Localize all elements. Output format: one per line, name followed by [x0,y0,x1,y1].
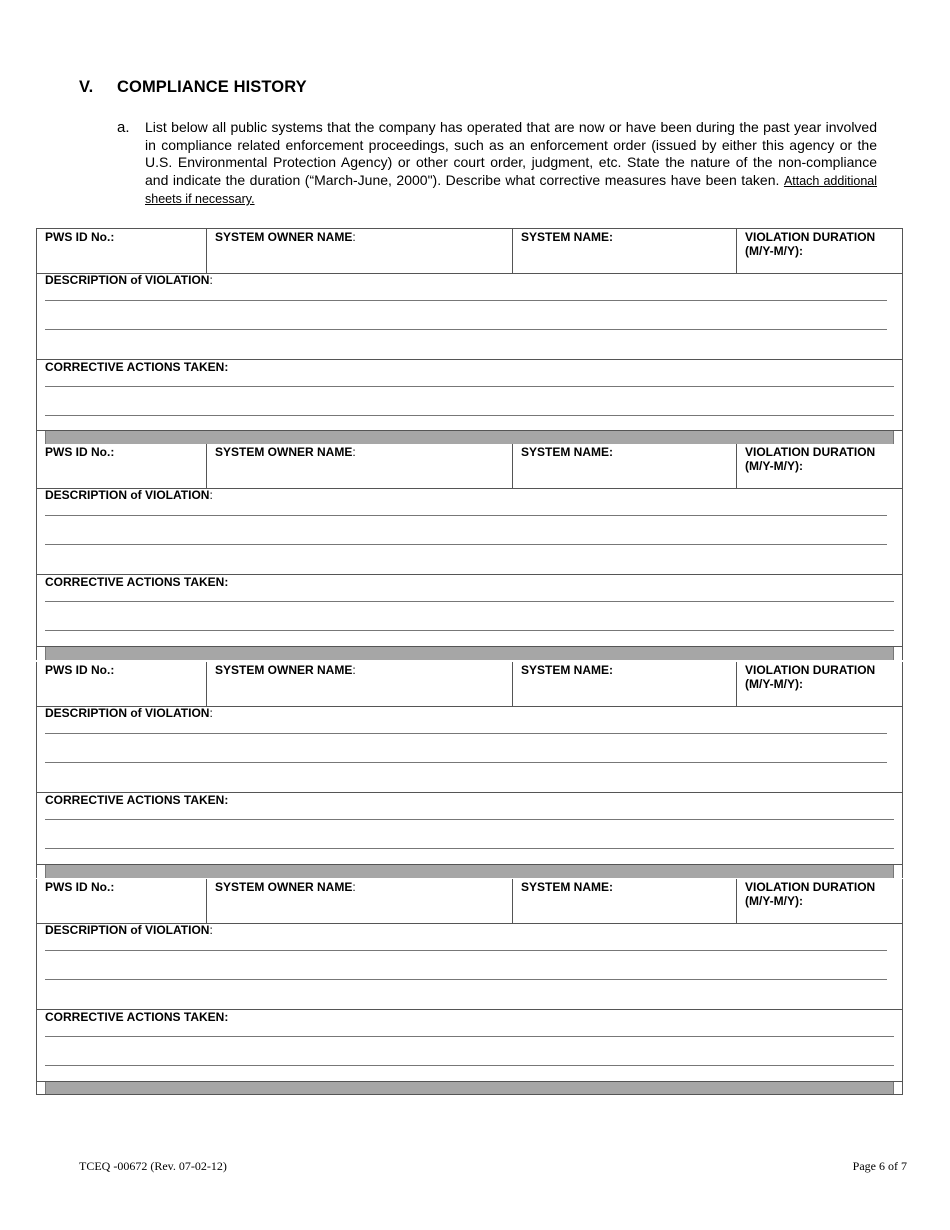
pws-id-field[interactable] [37,444,206,488]
section-heading [79,78,307,97]
violation-duration-field[interactable] [736,662,902,706]
description-line-1[interactable] [45,950,887,951]
system-name-label: SYSTEM NAME: [521,880,614,894]
attach-note: Attach additional sheets if necessary. [145,173,878,206]
violation-duration-field[interactable] [736,229,902,273]
owner-name-colon: : [352,880,356,894]
owner-name-colon: : [352,445,356,459]
description-label [45,923,213,937]
corrective-line-1[interactable] [45,601,894,602]
pws-id-field[interactable] [37,229,206,273]
violation-duration-label: VIOLATION DURATION (M/Y-M/Y): [745,230,876,258]
description-label [45,488,213,502]
description-label [45,273,213,287]
description-colon: : [209,488,213,502]
corrective-line-1[interactable] [45,386,894,387]
corrective-label: CORRECTIVE ACTIONS TAKEN: [45,1010,229,1024]
system-name-field[interactable] [512,662,736,706]
description-label [45,706,213,720]
description-line-1[interactable] [45,300,887,301]
owner-name-label: SYSTEM OWNER NAME [215,880,353,894]
form-id: TCEQ -00672 (Rev. 07-02-12) [79,1159,227,1173]
corrective-label: CORRECTIVE ACTIONS TAKEN: [45,575,229,589]
corrective-label: CORRECTIVE ACTIONS TAKEN: [45,360,229,374]
system-name-field[interactable] [512,444,736,488]
entry-header-row [37,229,902,274]
description-line-1[interactable] [45,515,887,516]
violation-entry-4 [36,879,903,1095]
corrective-line-2[interactable] [45,630,894,631]
description-line-2[interactable] [45,329,887,330]
description-label-text: DESCRIPTION of VIOLATION [45,923,210,937]
description-colon: : [209,706,213,720]
violation-entry-3 [36,662,903,878]
owner-name-label: SYSTEM OWNER NAME [215,445,353,459]
description-colon: : [209,923,213,937]
instructions [117,119,877,209]
owner-name-field[interactable] [206,444,512,488]
corrective-label: CORRECTIVE ACTIONS TAKEN: [45,793,229,807]
description-line-1[interactable] [45,733,887,734]
entry-header-row [37,879,902,924]
instruction-body [145,119,877,209]
owner-name-label: SYSTEM OWNER NAME [215,230,353,244]
corrective-line-1[interactable] [45,1036,894,1037]
system-name-field[interactable] [512,229,736,273]
entry-header-row [37,444,902,489]
instruction-text: List below all public systems that the company has operated that are now or have been during the past year involved in compliance related enforcement proceedings, such as an enforcement order (issued by either this agency or the U.S. Environmental Protection Agency) or other court order, judgment, etc. State the nature of the non-compliance and indicate the duration (“March-June, 2000"). Describe what corrective measures have been taken. [145,119,877,188]
corrective-line-2[interactable] [45,415,894,416]
violation-duration-field[interactable] [736,879,902,923]
description-label-text: DESCRIPTION of VIOLATION [45,273,210,287]
pws-id-field[interactable] [37,879,206,923]
pws-id-label: PWS ID No.: [45,880,115,894]
system-name-label: SYSTEM NAME: [521,663,614,677]
pws-id-field[interactable] [37,662,206,706]
description-label-text: DESCRIPTION of VIOLATION [45,488,210,502]
entry-header-row [37,662,902,707]
system-name-field[interactable] [512,879,736,923]
violation-duration-label: VIOLATION DURATION (M/Y-M/Y): [745,880,876,908]
pws-id-label: PWS ID No.: [45,445,115,459]
owner-name-field[interactable] [206,662,512,706]
section-number: V. [79,78,94,96]
violation-entry-2 [36,444,903,660]
pws-id-label: PWS ID No.: [45,230,115,244]
description-label-text: DESCRIPTION of VIOLATION [45,706,210,720]
description-line-2[interactable] [45,979,887,980]
description-colon: : [209,273,213,287]
corrective-line-1[interactable] [45,819,894,820]
page-number: Page 6 of 7 [852,1159,907,1173]
pws-id-label: PWS ID No.: [45,663,115,677]
description-line-2[interactable] [45,762,887,763]
owner-name-colon: : [352,230,356,244]
corrective-line-2[interactable] [45,1065,894,1066]
owner-name-label: SYSTEM OWNER NAME [215,663,353,677]
system-name-label: SYSTEM NAME: [521,230,614,244]
grey-separator-bar [37,1081,902,1095]
description-line-2[interactable] [45,544,887,545]
owner-name-colon: : [352,663,356,677]
violation-entry-1 [36,228,903,444]
grey-separator-bar [37,646,902,660]
owner-name-field[interactable] [206,879,512,923]
instruction-letter: a. [117,119,130,136]
grey-separator-bar [37,430,902,444]
section-title: COMPLIANCE HISTORY [117,78,307,96]
grey-separator-bar [37,864,902,878]
system-name-label: SYSTEM NAME: [521,445,614,459]
corrective-line-2[interactable] [45,848,894,849]
owner-name-field[interactable] [206,229,512,273]
violation-duration-label: VIOLATION DURATION (M/Y-M/Y): [745,663,876,691]
violation-duration-field[interactable] [736,444,902,488]
violation-duration-label: VIOLATION DURATION (M/Y-M/Y): [745,445,876,473]
